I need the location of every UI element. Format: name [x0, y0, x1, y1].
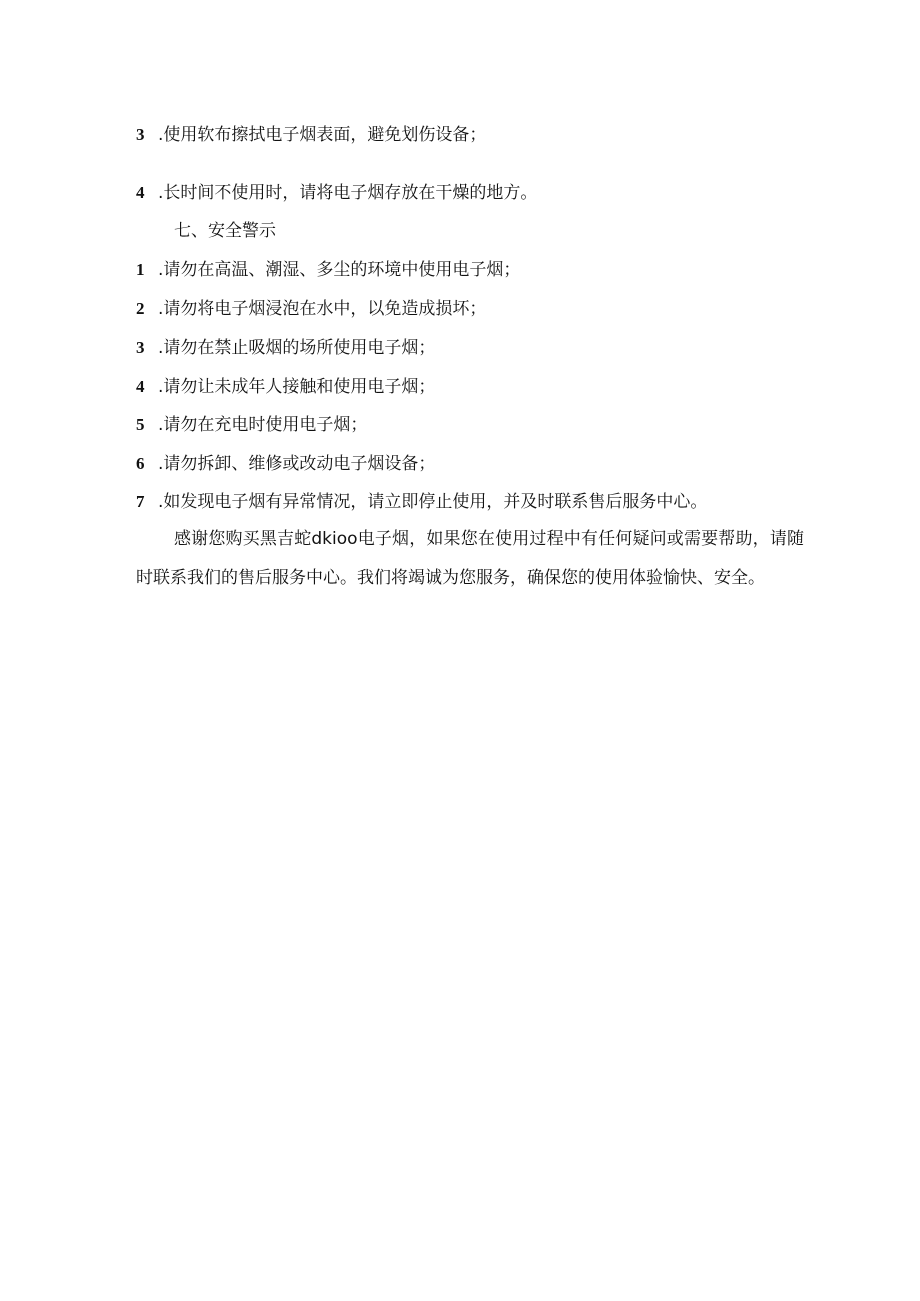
care-item: [136, 182, 537, 204]
section-heading-safety: 七、安全警示: [174, 221, 276, 241]
safety-item: [136, 414, 367, 436]
item-number: 4: [136, 377, 145, 396]
item-number: 6: [136, 454, 145, 473]
safety-item: [136, 298, 486, 320]
safety-item: [136, 376, 435, 398]
safety-item: [136, 259, 520, 281]
item-text: .如发现电子烟有异常情况，请立即停止使用，并及时联系售后服务中心。: [158, 492, 708, 512]
item-text: .请勿让未成年人接触和使用电子烟；: [158, 377, 436, 397]
safety-item: [136, 491, 707, 513]
item-text: .请勿在充电时使用电子烟；: [158, 415, 368, 435]
item-number: 2: [136, 299, 145, 318]
item-text: .请勿将电子烟浸泡在水中，以免造成损坏；: [158, 299, 487, 319]
item-number: 3: [136, 125, 145, 144]
safety-item: [136, 453, 435, 475]
item-number: 5: [136, 415, 145, 434]
item-text: .请勿拆卸、维修或改动电子烟设备；: [158, 454, 436, 474]
closing-paragraph: 感谢您购买黑吉蛇dkioo电子烟，如果您在使用过程中有任何疑问或需要帮助，请随时联系我们的售后服务中心。我们将竭诚为您服务，确保您的使用体验愉快、安全。: [136, 529, 804, 588]
item-text: .请勿在禁止吸烟的场所使用电子烟；: [158, 338, 436, 358]
safety-item: [136, 337, 435, 359]
item-number: 7: [136, 492, 145, 511]
item-number: 1: [136, 260, 145, 279]
item-text: .长时间不使用时，请将电子烟存放在干燥的地方。: [158, 183, 538, 203]
item-number: 3: [136, 338, 145, 357]
care-item: [136, 124, 486, 146]
item-text: .使用软布擦拭电子烟表面，避免划伤设备；: [158, 125, 487, 145]
item-text: .请勿在高温、潮湿、多尘的环境中使用电子烟；: [158, 260, 521, 280]
item-number: 4: [136, 183, 145, 202]
